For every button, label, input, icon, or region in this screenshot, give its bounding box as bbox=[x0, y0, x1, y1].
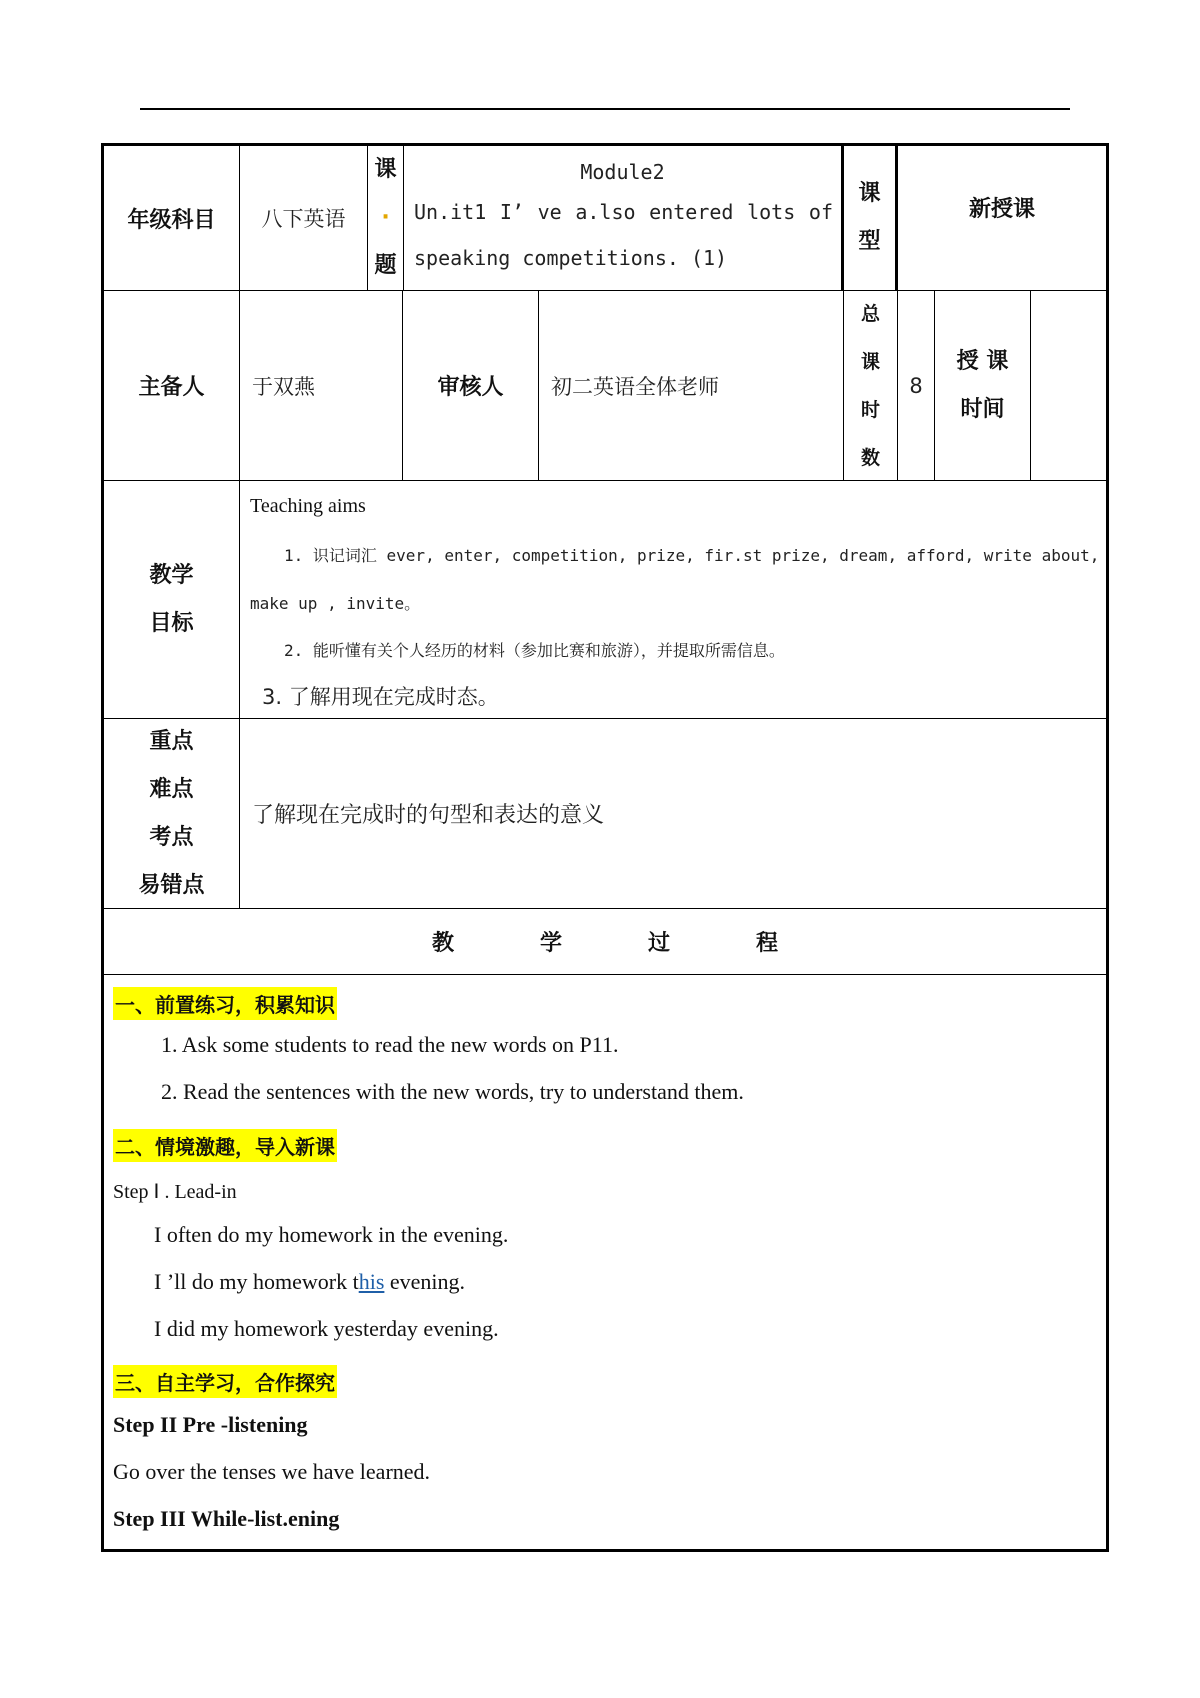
aims-title: Teaching aims bbox=[250, 495, 366, 517]
step-2-title: Step II Pre -listening bbox=[113, 1412, 308, 1437]
row-process-heading bbox=[104, 909, 1106, 975]
topic-unit-title-cont: speaking competitions. (1) bbox=[414, 246, 728, 270]
type-label-char: 型 bbox=[858, 229, 881, 254]
type-value: 新授课 bbox=[968, 197, 1035, 222]
header-rule bbox=[140, 108, 1070, 110]
aims-label-line1: 教学 bbox=[149, 562, 194, 588]
key-points-content-cell bbox=[240, 719, 1106, 908]
step-2-text: Go over the tenses we have learned. bbox=[113, 1459, 431, 1484]
sentence-2-link[interactable]: his bbox=[358, 1269, 385, 1294]
difficulty-label: 难点 bbox=[149, 776, 194, 802]
total-hours-value-cell bbox=[898, 291, 935, 480]
process-heading-char: 学 bbox=[539, 931, 562, 956]
sentence-1: I often do my homework in the evening. bbox=[154, 1222, 509, 1247]
topic-module: Module2 bbox=[580, 160, 665, 184]
section-3-heading: 三、自主学习，合作探究 bbox=[113, 1365, 337, 1398]
total-hours-label-char: 总 bbox=[860, 302, 880, 325]
sentence-2-post: evening. bbox=[384, 1269, 466, 1294]
process-heading-char: 过 bbox=[648, 931, 671, 956]
sentence-2 bbox=[154, 1269, 465, 1295]
sentence-3: I did my homework yesterday evening. bbox=[154, 1316, 499, 1341]
type-label-cell bbox=[844, 146, 898, 290]
process-item-1: 1. Ask some students to read the new words on P11. bbox=[161, 1032, 619, 1057]
grade-subject-label-cell bbox=[104, 146, 240, 290]
topic-unit-title: Un.it1 I’ ve a.lso entered lots of bbox=[414, 200, 833, 224]
test-point-label: 考点 bbox=[149, 824, 194, 850]
row-preparer bbox=[104, 291, 1106, 481]
aims-content-cell bbox=[240, 481, 1106, 718]
total-hours-label-char: 时 bbox=[860, 398, 880, 421]
topic-label-cell bbox=[368, 146, 404, 290]
topic-label bbox=[374, 146, 396, 290]
aims-label-cell bbox=[104, 481, 240, 718]
error-point-label: 易错点 bbox=[138, 872, 205, 898]
reviewer-label-cell bbox=[403, 291, 539, 480]
grade-subject-label: 年级科目 bbox=[127, 207, 216, 233]
step-3-title: Step III While-list.ening bbox=[113, 1506, 340, 1531]
preparer-label-cell bbox=[104, 291, 240, 480]
grade-subject-value-cell bbox=[240, 146, 368, 290]
process-heading-char: 程 bbox=[756, 931, 779, 956]
lesson-plan-table bbox=[101, 143, 1109, 1552]
key-point-label: 重点 bbox=[149, 728, 194, 754]
topic-label-dot: · bbox=[381, 205, 390, 230]
step-1-title: Step Ⅰ . Lead-in bbox=[113, 1181, 237, 1203]
preparer-value: 于双燕 bbox=[252, 374, 315, 399]
aims-label-line2: 目标 bbox=[149, 610, 194, 636]
teach-time-value-cell[interactable] bbox=[1031, 291, 1106, 480]
reviewer-value-cell bbox=[539, 291, 844, 480]
topic-label-char: 课 bbox=[374, 157, 397, 182]
preparer-value-cell bbox=[240, 291, 403, 480]
type-label-char: 课 bbox=[858, 181, 881, 206]
type-value-cell bbox=[898, 146, 1106, 290]
total-hours-value: 8 bbox=[909, 373, 923, 398]
topic-label-char: 题 bbox=[374, 253, 397, 278]
grade-subject-value: 八下英语 bbox=[261, 207, 346, 231]
preparer-label: 主备人 bbox=[138, 375, 205, 400]
row-key-points bbox=[104, 719, 1106, 909]
sentence-2-pre: I ’ll do my homework t bbox=[154, 1269, 359, 1294]
aims-content bbox=[240, 481, 1106, 718]
process-heading-char: 教 bbox=[431, 931, 454, 956]
section-2-heading: 二、情境激趣，导入新课 bbox=[113, 1129, 337, 1162]
key-points-content: 了解现在完成时的句型和表达的意义 bbox=[252, 803, 605, 828]
process-content bbox=[104, 975, 1106, 1549]
total-hours-label-char: 数 bbox=[860, 446, 880, 469]
row-process-content bbox=[104, 975, 1106, 1549]
total-hours-label-cell bbox=[844, 291, 898, 480]
reviewer-value: 初二英语全体老师 bbox=[551, 374, 719, 399]
process-heading-cell bbox=[104, 909, 1106, 974]
aim-1-cont: make up , invite。 bbox=[250, 594, 421, 613]
aim-1: 1. 识记词汇 ever, enter, competition, prize, fir.st prize, dream, afford, write about, bbox=[284, 546, 1100, 565]
aim-3: 3. 了解用现在完成时态。 bbox=[262, 685, 499, 709]
key-points-label-cell bbox=[104, 719, 240, 908]
process-item-2: 2. Read the sentences with the new words, try to understand them. bbox=[161, 1079, 744, 1104]
total-hours-label-char: 课 bbox=[860, 350, 880, 373]
row-grade-subject bbox=[104, 146, 1106, 291]
teach-time-label-cell bbox=[935, 291, 1031, 480]
aim-2: 2. 能听懂有关个人经历的材料（参加比赛和旅游），并提取所需信息。 bbox=[284, 641, 785, 660]
total-hours-label bbox=[861, 290, 880, 482]
section-1-heading: 一、前置练习，积累知识 bbox=[113, 987, 337, 1020]
row-teaching-aims bbox=[104, 481, 1106, 719]
teach-time-label-line1: 授 课 bbox=[956, 348, 1009, 374]
reviewer-label: 审核人 bbox=[437, 375, 504, 400]
topic-value-cell bbox=[404, 146, 844, 290]
type-label bbox=[858, 170, 880, 266]
teach-time-label-line2: 时间 bbox=[960, 396, 1005, 422]
